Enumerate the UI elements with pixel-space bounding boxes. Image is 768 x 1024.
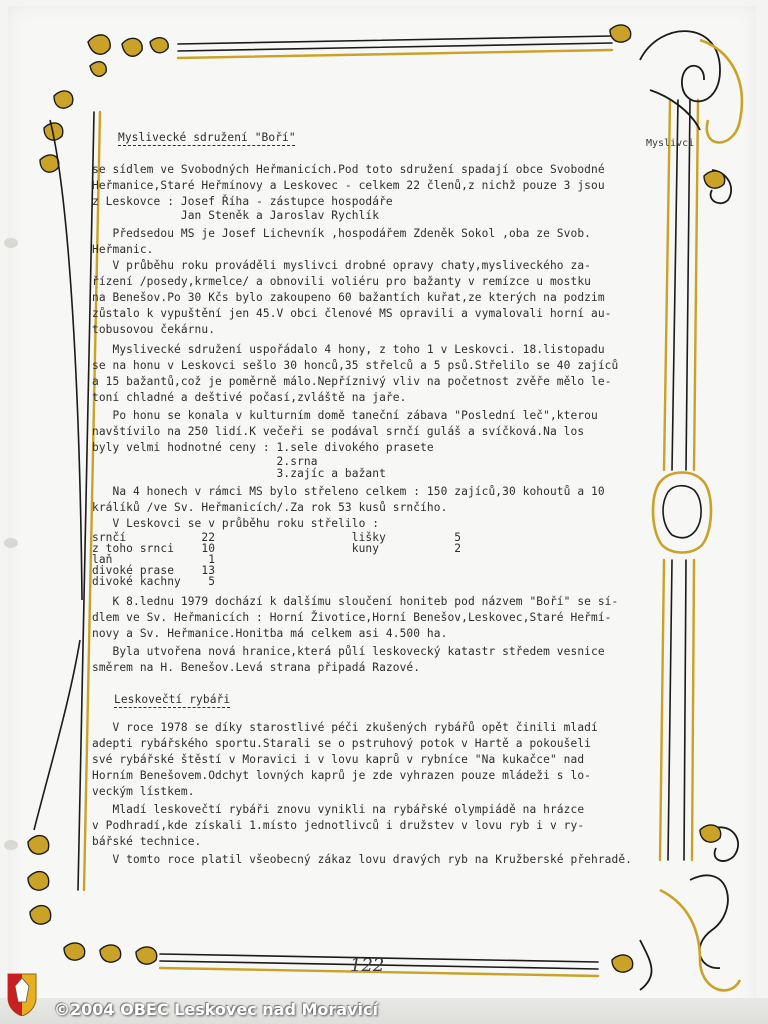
text-line: byly velmi hodnotné ceny : 1.sele divokého prasete [92, 441, 434, 454]
text-line: Byla utvořena nová hranice,která půlí leskovecký katastr středem vesnice [92, 645, 605, 658]
text-line: Na 4 honech v rámci MS bylo střeleno celkem : 150 zajíců,30 kohoutů a 10 [92, 485, 605, 498]
table-row: divoké prase 13 [92, 564, 216, 577]
text-line: V tomto roce platil všeobecný zákaz lovu dravých ryb na Kružberské přehradě. [92, 853, 632, 866]
punch-hole [4, 840, 18, 850]
text-line: V průběhu roku prováděli myslivci drobné opravy chaty,mysliveckého za- [92, 259, 591, 272]
text-line: V Leskovci se v průběhu roku střelilo : [92, 517, 380, 530]
text-line: tobusovou čekárnu. [92, 323, 216, 336]
text-line: veckým lístkem. [92, 785, 195, 798]
table-row: laň 1 [92, 553, 216, 566]
text-line: v Podhradí,kde získali 1.místo jednotlivců i družstev v lovu ryb i v ry- [92, 819, 585, 832]
text-line: Mladí leskovečtí rybáři znovu vynikli na rybářské olympiádě na hrázce [92, 803, 585, 816]
text-line: adepti rybářského sportu.Starali se o pstruhový potok v Hartě a pokoušeli [92, 737, 591, 750]
text-line: 2.srna [92, 455, 318, 468]
text-line: se na honu v Leskovci sešlo 30 honců,35 střelců a 5 psů.Střelilo se 40 zajíců [92, 359, 619, 372]
text-line: dlem ve Sv. Heřmanicích : Horní Životice,Horní Benešov,Leskovec,Staré Heřmí- [92, 611, 612, 624]
text-line: Myslivecké sdružení uspořádalo 4 hony, z toho 1 v Leskovci. 18.listopadu [92, 343, 605, 356]
text-line: své rybářské štěstí v Moravici i v lovu kaprů v rybníce "Na kukačce" nad [92, 753, 585, 766]
text-line: 3.zajíc a bažant [92, 467, 386, 480]
text-line: králíků /ve Sv. Heřmanicích/.Za rok 53 kusů srnčího. [92, 501, 448, 514]
punch-hole [4, 538, 18, 548]
text-line: Heřmanice,Staré Heřmínovy a Leskovec - celkem 22 členů,z nichž pouze 3 jsou [92, 179, 605, 192]
side-label: Myslivci [646, 138, 695, 149]
text-line: se sídlem ve Svobodných Heřmanicích.Pod toto sdružení spadají obce Svobodné [92, 163, 605, 176]
text-line: Předsedou MS je Josef Lichevník ,hospodářem Zdeněk Sokol ,oba ze Svob. [92, 227, 591, 240]
text-line: a 15 bažantů,což je poměrně málo.Nepříznivý vliv na početnost zvěře mělo le- [92, 375, 612, 388]
text-line: toní chladné a deštivé počasí,zvláště na jaře. [92, 391, 407, 404]
text-line: navštívilo na 250 lidí.K večeři se podával srnčí guláš a svíčková.Na los [92, 425, 585, 438]
page-number: 122 [350, 955, 385, 976]
table-row: z toho srnci 10 kuny 2 [92, 542, 462, 555]
copyright-text: ©2004 OBEC Leskovec nad Moravicí [54, 1000, 378, 1019]
text-line: bářské technice. [92, 835, 202, 848]
text-line: Horním Benešovem.Odchyt lovných kaprů je zde vyhrazen pouze mládeži s lo- [92, 769, 591, 782]
text-line: V roce 1978 se díky starostlivé péči zkušených rybářů opět činili mladí [92, 721, 598, 734]
text-line: novy a Sv. Heřmanice.Honitba má celkem asi 4.500 ha. [92, 627, 448, 640]
section-heading: Myslivecké sdružení "Boří" [118, 131, 296, 144]
text-line: Jan Steněk a Jaroslav Rychlík [92, 209, 380, 222]
text-line: směrem na H. Benešov.Levá strana připadá Razové. [92, 661, 421, 674]
text-line: K 8.lednu 1979 dochází k dalšímu sloučení honiteb pod názvem "Boří" se sí- [92, 595, 619, 608]
table-row: divoké kachny 5 [92, 575, 216, 588]
text-line: řízení /posedy,krmelce/ a obnovili voliéru pro bažanty v remízce u mostku [92, 275, 591, 288]
punch-hole [4, 238, 18, 248]
section-heading: Leskovečtí rybáři [114, 693, 231, 706]
text-line: na Benešov.Po 30 Kčs bylo zakoupeno 60 bažantích kuřat,ze kterých na podzim [92, 291, 605, 304]
text-line: Heřmanic. [92, 243, 154, 256]
table-row: srnčí 22 lišky 5 [92, 531, 462, 544]
text-line: z Leskovce : Josef Říha - zástupce hospodáře [92, 195, 393, 208]
text-line: zůstalo k vypuštění jen 45.V obci členové MS opravili a vymalovali horní au- [92, 307, 612, 320]
crest-icon [6, 972, 38, 1016]
text-line: Po honu se konala v kulturním domě taneční zábava "Poslední leč",kterou [92, 409, 598, 422]
